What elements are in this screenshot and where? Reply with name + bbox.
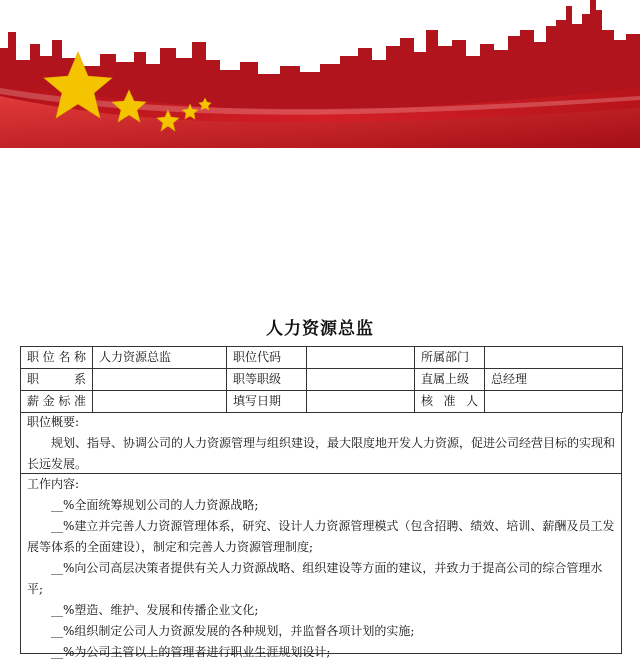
label-cell: 职位名称 — [21, 347, 93, 369]
list-item: __%建立并完善人力资源管理体系，研究、设计人力资源管理模式（包含招聘、绩效、培训、薪酬及员工发展等体系的全面建设），制定和完善人力资源管理制度; — [27, 519, 615, 554]
value-cell — [307, 347, 415, 369]
label-cell: 填写日期 — [227, 391, 307, 413]
overview-section — [20, 412, 622, 474]
value-cell — [307, 391, 415, 413]
list-item: __%组织制定公司人力资源发展的各种规划，并监督各项计划的实施; — [51, 624, 415, 638]
page-title: 人力资源总监 — [266, 319, 374, 339]
value-cell — [93, 391, 227, 413]
label-cell: 直属上级 — [415, 369, 485, 391]
label-cell: 所属部门 — [415, 347, 485, 369]
table-row — [21, 369, 623, 391]
value-cell — [485, 391, 623, 413]
list-item: __%塑造、维护、发展和传播企业文化; — [51, 603, 259, 617]
value-cell — [93, 369, 227, 391]
label-cell: 职等职级 — [227, 369, 307, 391]
overview-heading: 职位概要: — [27, 415, 80, 429]
duties-section — [20, 474, 622, 659]
overview-text: 规划、指导、协调公司的人力资源管理与组织建设，最大限度地开发人力资源，促进公司经营目标的实现和长远发展。 — [27, 436, 616, 471]
value-cell — [485, 347, 623, 369]
label-cell: 职 系 — [21, 369, 93, 391]
value-cell: 总经理 — [485, 369, 623, 391]
list-item: __%全面统筹规划公司的人力资源战略; — [51, 498, 259, 512]
value-cell: 人力资源总监 — [93, 347, 227, 369]
duties-heading: 工作内容: — [27, 477, 80, 491]
banner-skyline-flag — [0, 0, 640, 148]
table-row — [21, 347, 623, 369]
label-cell: 核 准 人 — [415, 391, 485, 413]
label-cell: 薪金标准 — [21, 391, 93, 413]
table-row — [21, 391, 623, 413]
list-item: __%为公司主管以上的管理者进行职业生涯规划设计; — [51, 645, 331, 659]
job-info-table — [20, 346, 623, 413]
label-cell: 职位代码 — [227, 347, 307, 369]
list-item: __%向公司高层决策者提供有关人力资源战略、组织建设等方面的建议，并致力于提高公司的综合管理水平; — [27, 561, 603, 596]
value-cell — [307, 369, 415, 391]
